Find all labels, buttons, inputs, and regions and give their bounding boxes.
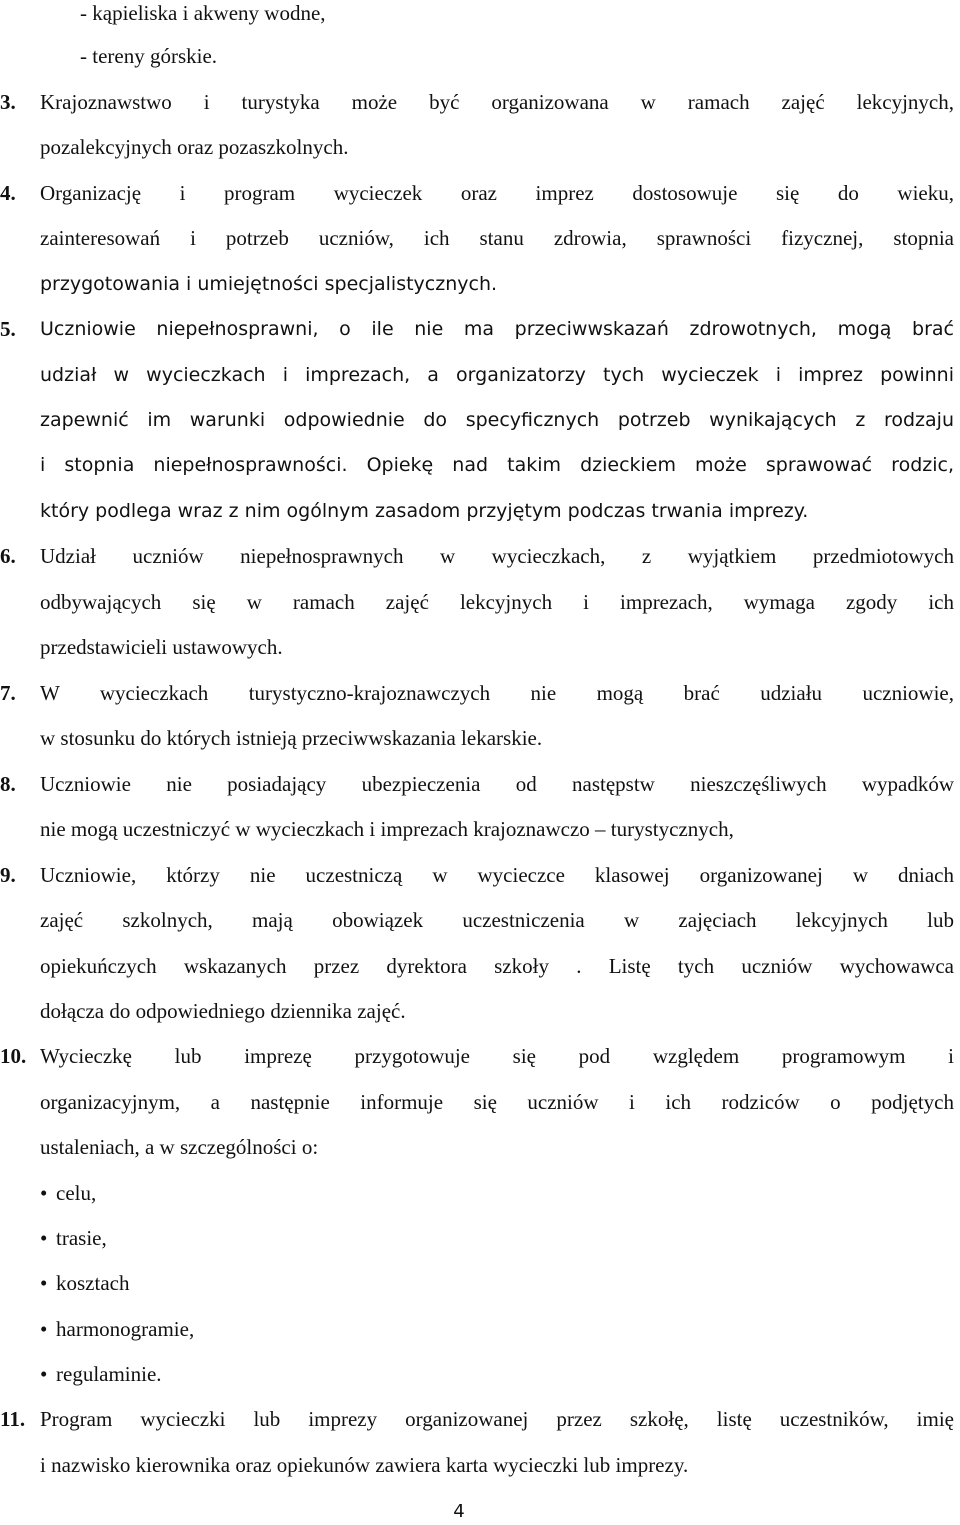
- item-line: ustaleniach, a w szczególności o:: [40, 1135, 319, 1159]
- item-line: organizacyjnym, a następnie informuje się uczniów i ich rodziców o podjętych: [40, 1090, 954, 1114]
- item-line: Uczniowie nie posiadający ubezpieczenia od następstw nieszczęśliwych wypadków: [40, 772, 954, 796]
- bullet-text: trasie,: [56, 1226, 107, 1250]
- bullet-text: harmonogramie,: [56, 1317, 195, 1341]
- item-number: 7.: [0, 681, 16, 705]
- item-line: W wycieczkach turystyczno-krajoznawczych nie mogą brać udziału uczniowie,: [40, 681, 954, 705]
- item-line: zainteresowań i potrzeb uczniów, ich stanu zdrowia, sprawności fizycznej, stopnia: [40, 226, 954, 250]
- item-number: 3.: [0, 90, 16, 114]
- bullet-text: regulaminie.: [56, 1362, 162, 1386]
- item-number: 5.: [0, 317, 16, 341]
- item-line: nie mogą uczestniczyć w wycieczkach i imprezach krajoznawczo – turystycznych,: [40, 817, 734, 841]
- item-line: opiekuńczych wskazanych przez dyrektora szkoły . Listę tych uczniów wychowawca: [40, 954, 954, 978]
- item-line: przedstawicieli ustawowych.: [40, 635, 283, 659]
- item-line: zapewnić im warunki odpowiednie do specyficznych potrzeb wynikających z rodzaju: [40, 409, 954, 431]
- item-number: 10.: [0, 1044, 27, 1068]
- page-number: 4: [453, 1501, 465, 1522]
- item-line: Uczniowie, którzy nie uczestniczą w wycieczce klasowej organizowanej w dniach: [40, 863, 954, 887]
- item-line: Wycieczkę lub imprezę przygotowuje się pod względem programowym i: [40, 1044, 954, 1068]
- bullet-icon: •: [40, 1271, 48, 1295]
- item-line: dołącza do odpowiedniego dziennika zajęć.: [40, 999, 406, 1023]
- item-line: Organizację i program wycieczek oraz imprez dostosowuje się do wieku,: [40, 181, 954, 205]
- bullet-item: [40, 1316, 194, 1342]
- bullet-text: celu,: [56, 1181, 97, 1205]
- item-line: w stosunku do których istnieją przeciwwskazania lekarskie.: [40, 726, 543, 750]
- item-line: i nazwisko kierownika oraz opiekunów zawiera karta wycieczki lub imprezy.: [40, 1453, 689, 1477]
- item-line: i stopnia niepełnosprawności. Opiekę nad takim dzieckiem może sprawować rodzic,: [40, 454, 954, 476]
- bullet-item: [40, 1270, 129, 1296]
- bullet-item: [40, 1225, 107, 1251]
- item-line: zajęć szkolnych, mają obowiązek uczestniczenia w zajęciach lekcyjnych lub: [40, 908, 954, 932]
- bullet-icon: •: [40, 1362, 48, 1386]
- bullet-text: kosztach: [56, 1271, 130, 1295]
- item-line: udział w wycieczkach i imprezach, a organizatorzy tych wycieczek i imprez powinni: [40, 364, 954, 386]
- item-number: 11.: [0, 1407, 26, 1431]
- dash-item: - tereny górskie.: [80, 44, 218, 68]
- item-line: Uczniowie niepełnosprawni, o ile nie ma przeciwwskazań zdrowotnych, mogą brać: [40, 318, 954, 340]
- item-number: 4.: [0, 181, 16, 205]
- bullet-icon: •: [40, 1317, 48, 1341]
- item-line: Program wycieczki lub imprezy organizowanej przez szkołę, listę uczestników, imię: [40, 1407, 954, 1431]
- item-line: przygotowania i umiejętności specjalistycznych.: [40, 273, 498, 295]
- item-number: 6.: [0, 544, 16, 568]
- bullet-item: [40, 1180, 96, 1206]
- bullet-icon: •: [40, 1226, 48, 1250]
- item-line: odbywających się w ramach zajęć lekcyjnych i imprezach, wymaga zgody ich: [40, 590, 954, 614]
- item-line: pozalekcyjnych oraz pozaszkolnych.: [40, 135, 349, 159]
- item-number: 9.: [0, 863, 16, 887]
- bullet-icon: •: [40, 1181, 48, 1205]
- item-line: Udział uczniów niepełnosprawnych w wycieczkach, z wyjątkiem przedmiotowych: [40, 544, 954, 568]
- bullet-item: [40, 1361, 162, 1387]
- item-line: Krajoznawstwo i turystyka może być organizowana w ramach zajęć lekcyjnych,: [40, 90, 954, 114]
- dash-item: - kąpieliska i akweny wodne,: [80, 1, 326, 25]
- item-line: który podlega wraz z nim ogólnym zasadom przyjętym podczas trwania imprezy.: [40, 500, 809, 522]
- item-number: 8.: [0, 772, 16, 796]
